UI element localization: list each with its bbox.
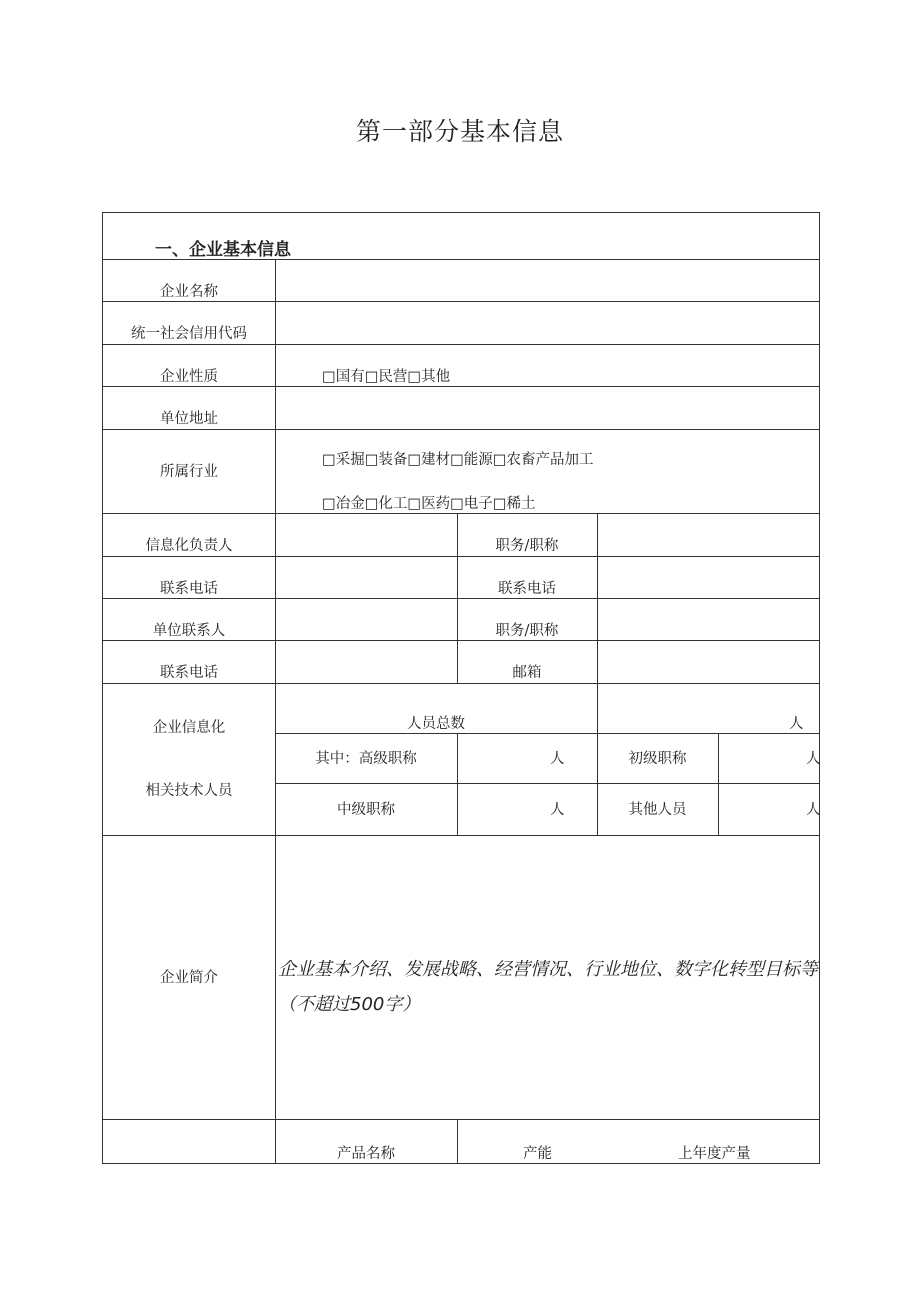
col-divider: [457, 733, 458, 835]
label-email: 邮箱: [512, 665, 542, 681]
nature-options[interactable]: □国有□民营□其他: [322, 369, 451, 385]
label-capacity: 产能: [523, 1146, 552, 1162]
row-divider: [102, 344, 820, 345]
row-divider: [102, 1119, 820, 1120]
label-nature: 企业性质: [160, 369, 218, 385]
section-heading: 一、企业基本信息: [155, 240, 291, 260]
label-last-year-output: 上年度产量: [678, 1146, 751, 1162]
label-total-staff: 人员总数: [407, 716, 465, 732]
label-senior: 其中：高级职称: [315, 751, 417, 767]
unit-middle: 人: [550, 802, 565, 818]
label-phone-3: 联系电话: [160, 665, 218, 681]
industry-options-line1[interactable]: □采掘□装备□建材□能源□农畜产品加工: [322, 452, 594, 468]
unit-senior: 人: [550, 751, 565, 767]
label-it-staff-1: 企业信息化: [152, 720, 226, 736]
label-industry: 所属行业: [160, 464, 218, 480]
label-address: 单位地址: [160, 411, 218, 427]
col-divider: [597, 683, 598, 733]
unit-junior: 人: [806, 751, 821, 767]
col-divider: [457, 1119, 458, 1164]
row-divider: [102, 301, 820, 302]
row-divider: [102, 556, 820, 557]
row-divider: [102, 640, 820, 641]
unit-total-staff: 人: [789, 716, 804, 732]
row-divider: [102, 386, 820, 387]
unit-others: 人: [806, 802, 821, 818]
label-junior: 初级职称: [628, 751, 687, 767]
label-contact: 单位联系人: [152, 623, 226, 639]
label-credit-code: 统一社会信用代码: [131, 326, 247, 342]
label-product-name: 产品名称: [337, 1146, 395, 1162]
intro-text[interactable]: 企业基本介绍、发展战略、经营情况、行业地位、数字化转型目标等（不超过500字）: [278, 959, 818, 1015]
col-divider: [597, 733, 598, 835]
row-divider: [102, 683, 820, 684]
col-divider: [275, 259, 276, 1164]
label-company-name: 企业名称: [160, 284, 218, 300]
col-divider: [597, 513, 598, 683]
industry-options-line2[interactable]: □冶金□化工□医药□电子□稀土: [322, 496, 536, 512]
label-phone-1: 联系电话: [160, 581, 218, 597]
label-others: 其他人员: [628, 802, 687, 818]
label-middle: 中级职称: [337, 802, 395, 818]
label-phone-2: 联系电话: [498, 581, 556, 597]
row-divider: [102, 513, 820, 514]
row-divider: [275, 733, 820, 734]
row-divider: [102, 429, 820, 430]
label-it-staff-2: 相关技术人员: [145, 783, 233, 799]
label-post-title-1: 职务/职称: [495, 538, 559, 554]
row-divider: [102, 598, 820, 599]
label-it-head: 信息化负责人: [145, 538, 233, 554]
row-divider: [275, 783, 820, 784]
col-divider: [718, 733, 719, 835]
page-title: 第一部分基本信息: [355, 117, 564, 146]
label-intro: 企业简介: [160, 970, 218, 986]
row-divider: [102, 835, 820, 836]
label-post-title-2: 职务/职称: [495, 623, 559, 639]
